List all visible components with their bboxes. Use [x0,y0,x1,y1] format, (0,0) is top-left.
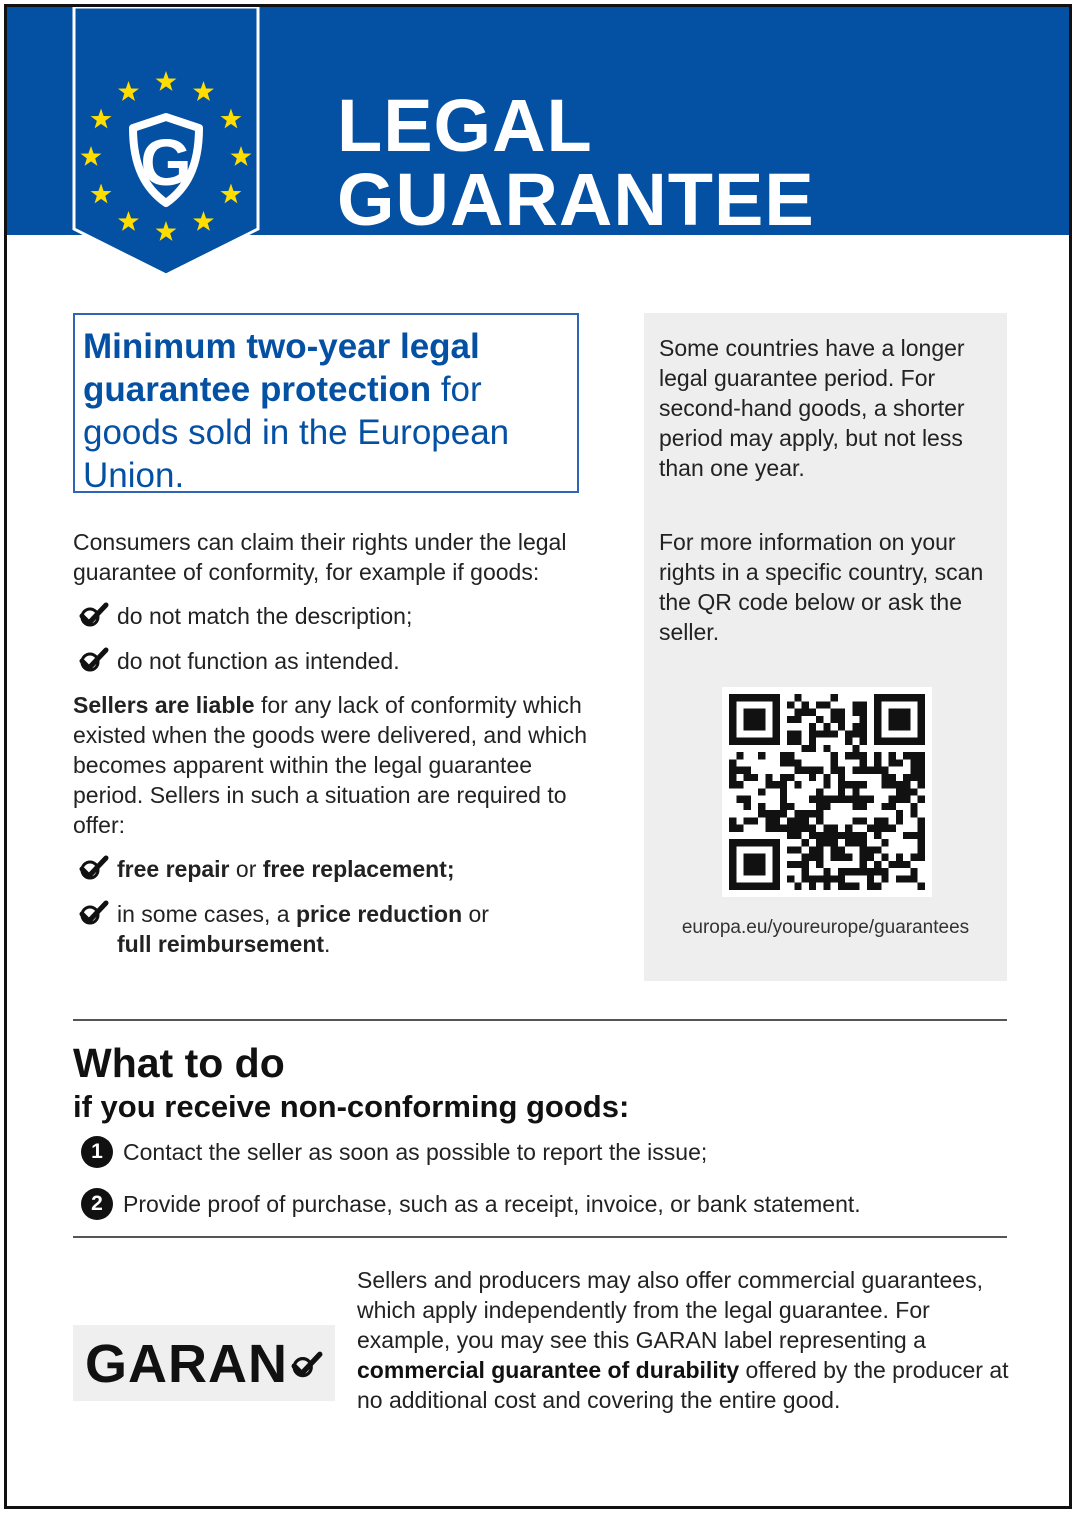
legal-guarantee-poster [4,4,1072,1509]
step-item [79,1189,1009,1219]
logo-g-letter: G [140,125,192,199]
rights-column [73,527,593,959]
condition-text: do not function as intended. [117,648,400,674]
eu-guarantee-shield-logo [71,7,261,277]
sellers-liable-text: for any lack of conformity which existed when the goods were delivered, and which becomes apparent within the legal guarantee period. Sellers in such a situation are required to offer: [73,692,587,838]
remedy-text: in some cases, a [117,901,296,927]
section-divider [73,1019,1007,1021]
page-title [337,84,815,241]
remedy-text: . [324,931,331,957]
remedy-bold: full reimbursement [117,931,325,957]
intro-bold-1: Minimum two-year legal [83,327,480,366]
intro-line-3: goods sold in the European [83,413,510,452]
conditions-list [73,601,593,676]
step-number-badge: 1 [81,1136,113,1168]
remedy-item [73,854,593,884]
remedy-bold: free replacement; [262,856,455,882]
what-to-do-subtitle: if you receive non-conforming goods: [73,1089,630,1124]
condition-item [73,646,593,676]
check-icon [79,900,109,926]
remedy-bold: free repair [117,856,230,882]
step-text: Contact the seller as soon as possible to report the issue; [123,1139,708,1165]
qr-code[interactable] [722,687,932,897]
what-to-do-title: What to do [73,1040,285,1086]
commercial-text-b: offered by the producer at no additional cost and covering the entire good. [357,1357,1009,1413]
condition-item [73,601,593,631]
garan-label-text: GARAN [85,1334,288,1394]
garan-label [73,1325,335,1401]
commercial-guarantee-text [357,1265,1017,1415]
step-item [79,1137,1009,1167]
sellers-liable-bold: Sellers are liable [73,692,255,718]
check-icon [79,602,109,628]
intro-highlight-box [73,313,579,493]
check-icon [79,855,109,881]
intro-bold-2: guarantee protection [83,370,432,409]
intro-line-4: Union. [83,456,185,495]
step-text: Provide proof of purchase, such as a receipt, invoice, or bank statement. [123,1191,861,1217]
guarantees-link[interactable]: europa.eu/youreurope/guarantees [681,917,970,938]
check-icon [79,647,109,673]
title-line-2: GUARANTEE [337,158,815,241]
check-icon [291,1351,323,1379]
more-info-text: For more information on your rights in a specific country, scan the QR code below or ask the seller. [659,529,984,645]
step-number-badge: 2 [81,1188,113,1220]
remedy-item [73,899,593,959]
country-info-panel [644,313,1007,981]
title-line-1: LEGAL [337,84,593,167]
remedies-list [73,854,593,959]
commercial-text-a: Sellers and producers may also offer commercial guarantees, which apply independently from the legal guarantee. For example, you may see this GARAN label representing a [357,1267,983,1353]
intro-rest-2: for [431,370,482,409]
sellers-liable-paragraph [73,690,593,840]
steps-list [79,1137,1009,1219]
section-divider [73,1236,1007,1238]
rights-intro: Consumers can claim their rights under the legal guarantee of conformity, for example if goods: [73,529,567,585]
longer-period-text: Some countries have a longer legal guarantee period. For second-hand goods, a shorter period may apply, but not less than one year. [659,335,965,481]
remedy-text: or [229,856,263,882]
remedy-text: or [462,901,489,927]
remedy-bold: price reduction [295,901,463,927]
commercial-text-bold: commercial guarantee of durability [357,1357,740,1383]
condition-text: do not match the description; [117,603,413,629]
